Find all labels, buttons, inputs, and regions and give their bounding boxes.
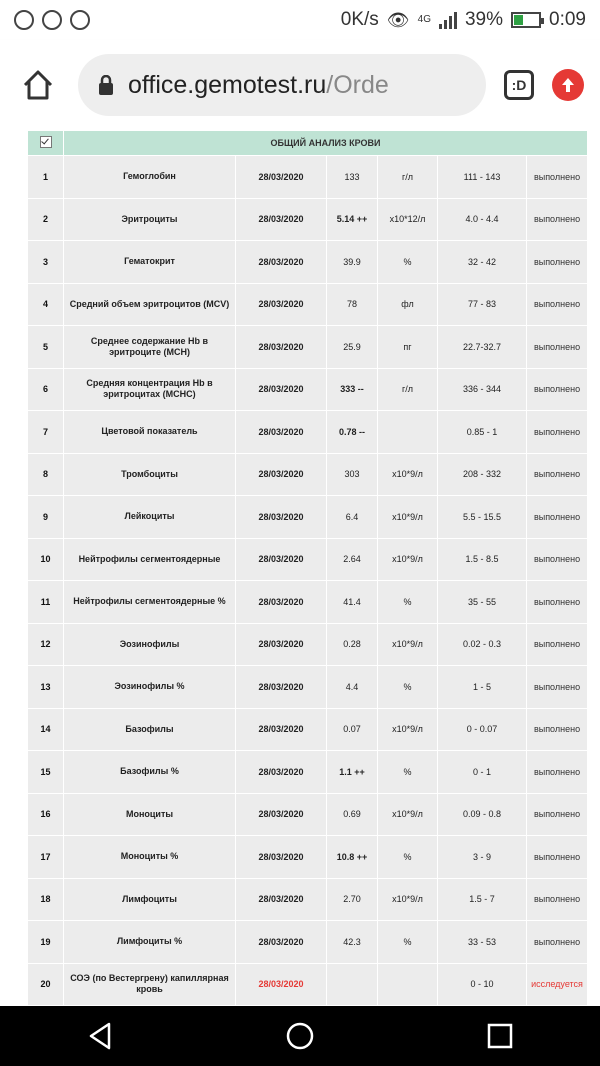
home-button[interactable] (270, 1011, 330, 1061)
whatsapp-icon (42, 10, 62, 30)
test-date: 28/03/2020 (236, 496, 327, 539)
results-table (27, 130, 588, 1006)
table-header (28, 131, 588, 156)
table-title: ОБЩИЙ АНАЛИЗ КРОВИ (64, 131, 588, 156)
row-number: 19 (28, 921, 64, 964)
table-row[interactable] (28, 241, 588, 284)
row-number: 6 (28, 368, 64, 411)
reference-range: 22.7-32.7 (438, 326, 527, 369)
test-unit: пг (378, 326, 438, 369)
row-number: 12 (28, 623, 64, 666)
test-unit (378, 411, 438, 454)
select-all-cell[interactable] (28, 131, 64, 156)
reference-range: 33 - 53 (438, 921, 527, 964)
reference-range: 35 - 55 (438, 581, 527, 624)
test-value: 133 (327, 156, 378, 199)
test-status: выполнено (527, 453, 588, 496)
test-value: 39.9 (327, 241, 378, 284)
row-number: 5 (28, 326, 64, 369)
table-row[interactable] (28, 198, 588, 241)
test-value: 5.14 ++ (327, 198, 378, 241)
test-name: Средняя концентрация Hb в эритроцитах (MCHC) (64, 368, 236, 411)
test-name: Тромбоциты (64, 453, 236, 496)
test-date: 28/03/2020 (236, 878, 327, 921)
row-number: 1 (28, 156, 64, 199)
test-date: 28/03/2020 (236, 666, 327, 709)
test-date: 28/03/2020 (236, 453, 327, 496)
test-date: 28/03/2020 (236, 751, 327, 794)
test-name: Среднее содержание Hb в эритроците (MCH) (64, 326, 236, 369)
url-path: /Orde (326, 70, 389, 99)
table-row[interactable] (28, 708, 588, 751)
test-value: 78 (327, 283, 378, 326)
row-number: 9 (28, 496, 64, 539)
test-date: 28/03/2020 (236, 368, 327, 411)
test-unit: г/л (378, 368, 438, 411)
test-status: выполнено (527, 708, 588, 751)
test-name: Гематокрит (64, 241, 236, 284)
test-value: 41.4 (327, 581, 378, 624)
lock-icon (98, 75, 114, 95)
home-icon-svg (21, 68, 55, 102)
row-number: 18 (28, 878, 64, 921)
page-content (0, 130, 600, 1006)
test-status: выполнено (527, 581, 588, 624)
reference-range: 1.5 - 7 (438, 878, 527, 921)
row-number: 4 (28, 283, 64, 326)
viber-icon (14, 10, 34, 30)
table-row[interactable] (28, 411, 588, 454)
test-value: 333 -- (327, 368, 378, 411)
back-icon (87, 1021, 113, 1051)
table-row[interactable] (28, 538, 588, 581)
reference-range: 0.09 - 0.8 (438, 793, 527, 836)
row-number: 8 (28, 453, 64, 496)
reference-range: 3 - 9 (438, 836, 527, 879)
test-date: 28/03/2020 (236, 326, 327, 369)
test-unit: % (378, 836, 438, 879)
test-unit: % (378, 666, 438, 709)
test-name: Эритроциты (64, 198, 236, 241)
row-number: 16 (28, 793, 64, 836)
table-row[interactable] (28, 581, 588, 624)
row-number: 14 (28, 708, 64, 751)
row-number: 15 (28, 751, 64, 794)
test-status: выполнено (527, 156, 588, 199)
table-row[interactable] (28, 666, 588, 709)
url-text (128, 71, 389, 100)
test-name: Лимфоциты (64, 878, 236, 921)
test-unit: x10*9/л (378, 538, 438, 581)
test-status: выполнено (527, 836, 588, 879)
test-unit: % (378, 241, 438, 284)
row-number: 7 (28, 411, 64, 454)
sync-icon (70, 10, 90, 30)
test-unit: x10*9/л (378, 623, 438, 666)
battery-icon (511, 12, 541, 28)
test-value: 0.78 -- (327, 411, 378, 454)
table-row[interactable] (28, 496, 588, 539)
network-type: 4G (417, 14, 431, 25)
test-date: 28/03/2020 (236, 708, 327, 751)
signal-icon (439, 11, 457, 29)
test-status: выполнено (527, 793, 588, 836)
test-name: Лейкоциты (64, 496, 236, 539)
test-date: 28/03/2020 (236, 156, 327, 199)
reference-range: 5.5 - 15.5 (438, 496, 527, 539)
test-date: 28/03/2020 (236, 411, 327, 454)
test-unit: x10*12/л (378, 198, 438, 241)
test-value: 10.8 ++ (327, 836, 378, 879)
test-date: 28/03/2020 (236, 581, 327, 624)
test-status: выполнено (527, 241, 588, 284)
test-status: выполнено (527, 666, 588, 709)
test-name: Лимфоциты % (64, 921, 236, 964)
update-icon[interactable] (552, 69, 584, 101)
back-button[interactable] (70, 1011, 130, 1061)
test-date: 28/03/2020 (236, 241, 327, 284)
row-number: 2 (28, 198, 64, 241)
table-row[interactable] (28, 156, 588, 199)
test-name: Моноциты (64, 793, 236, 836)
test-name: СОЭ (по Вестергрену) капиллярная кровь (64, 963, 236, 1006)
table-row[interactable] (28, 836, 588, 879)
test-status: выполнено (527, 326, 588, 369)
reference-range: 0 - 0.07 (438, 708, 527, 751)
circle-home-icon (285, 1021, 315, 1051)
row-number: 17 (28, 836, 64, 879)
test-unit: x10*9/л (378, 708, 438, 751)
status-bar (0, 0, 600, 40)
system-icons (341, 9, 586, 31)
browser-toolbar (0, 40, 600, 130)
reference-range: 0 - 1 (438, 751, 527, 794)
test-name: Гемоглобин (64, 156, 236, 199)
test-status: выполнено (527, 198, 588, 241)
test-date: 28/03/2020 (236, 198, 327, 241)
select-all-checkbox[interactable] (40, 136, 52, 148)
reference-range: 0.85 - 1 (438, 411, 527, 454)
test-status: выполнено (527, 283, 588, 326)
reference-range: 111 - 143 (438, 156, 527, 199)
table-row[interactable] (28, 283, 588, 326)
test-value: 0.07 (327, 708, 378, 751)
test-name: Цветовой показатель (64, 411, 236, 454)
test-name: Базофилы (64, 708, 236, 751)
test-date: 28/03/2020 (236, 921, 327, 964)
test-status: выполнено (527, 538, 588, 581)
test-value: 6.4 (327, 496, 378, 539)
clock: 0:09 (549, 9, 586, 30)
test-name: Нейтрофилы сегментоядерные % (64, 581, 236, 624)
address-bar[interactable] (78, 54, 486, 116)
table-row[interactable] (28, 623, 588, 666)
reference-range: 0 - 10 (438, 963, 527, 1006)
test-value: 4.4 (327, 666, 378, 709)
test-status: выполнено (527, 623, 588, 666)
network-speed: 0K/s (340, 9, 379, 30)
reference-range: 208 - 332 (438, 453, 527, 496)
test-unit: % (378, 921, 438, 964)
notification-icons (14, 10, 90, 30)
row-number: 3 (28, 241, 64, 284)
reference-range: 4.0 - 4.4 (438, 198, 527, 241)
navigation-bar (0, 1006, 600, 1066)
reference-range: 32 - 42 (438, 241, 527, 284)
test-value: 25.9 (327, 326, 378, 369)
row-number: 11 (28, 581, 64, 624)
test-date: 28/03/2020 (236, 793, 327, 836)
table-row[interactable] (28, 368, 588, 411)
test-value: 2.64 (327, 538, 378, 581)
test-status: выполнено (527, 368, 588, 411)
square-recents-icon (486, 1022, 514, 1050)
test-status: выполнено (527, 411, 588, 454)
test-date: 28/03/2020 (236, 283, 327, 326)
tabs-button[interactable]: :D (504, 70, 534, 100)
row-number: 13 (28, 666, 64, 709)
test-unit: x10*9/л (378, 793, 438, 836)
table-row[interactable] (28, 751, 588, 794)
test-unit: % (378, 751, 438, 794)
home-icon[interactable] (16, 63, 60, 107)
reference-range: 336 - 344 (438, 368, 527, 411)
test-name: Базофилы % (64, 751, 236, 794)
url-host: office.gemotest.ru (128, 70, 327, 99)
test-name: Моноциты % (64, 836, 236, 879)
test-status: выполнено (527, 751, 588, 794)
table-row[interactable] (28, 963, 588, 1006)
battery-percent: 39% (464, 9, 504, 30)
test-unit: x10*9/л (378, 453, 438, 496)
test-date: 28/03/2020 (236, 623, 327, 666)
test-value: 1.1 ++ (327, 751, 378, 794)
test-date: 28/03/2020 (236, 963, 327, 1006)
table-row[interactable] (28, 793, 588, 836)
test-value: 42.3 (327, 921, 378, 964)
test-unit: x10*9/л (378, 496, 438, 539)
test-name: Эозинофилы (64, 623, 236, 666)
test-name: Нейтрофилы сегментоядерные (64, 538, 236, 581)
table-row[interactable] (28, 921, 588, 964)
reference-range: 0.02 - 0.3 (438, 623, 527, 666)
table-row[interactable] (28, 453, 588, 496)
test-status: выполнено (527, 921, 588, 964)
test-value: 303 (327, 453, 378, 496)
row-number: 20 (28, 963, 64, 1006)
test-status: выполнено (527, 496, 588, 539)
test-value: 0.69 (327, 793, 378, 836)
reference-range: 1 - 5 (438, 666, 527, 709)
test-unit (378, 963, 438, 1006)
test-value: 0.28 (327, 623, 378, 666)
test-date: 28/03/2020 (236, 538, 327, 581)
test-date: 28/03/2020 (236, 836, 327, 879)
table-row[interactable] (28, 326, 588, 369)
test-unit: г/л (378, 156, 438, 199)
table-row[interactable] (28, 878, 588, 921)
row-number: 10 (28, 538, 64, 581)
reference-range: 77 - 83 (438, 283, 527, 326)
test-status: исследуется (527, 963, 588, 1006)
test-unit: x10*9/л (378, 878, 438, 921)
test-unit: фл (378, 283, 438, 326)
battery-fill (514, 15, 523, 25)
test-value: 2.70 (327, 878, 378, 921)
eye-comfort-icon: 👁 (386, 9, 410, 30)
test-unit: % (378, 581, 438, 624)
test-value (327, 963, 378, 1006)
test-status: выполнено (527, 878, 588, 921)
test-name: Эозинофилы % (64, 666, 236, 709)
recents-button[interactable] (470, 1011, 530, 1061)
reference-range: 1.5 - 8.5 (438, 538, 527, 581)
test-name: Средний объем эритроцитов (MCV) (64, 283, 236, 326)
